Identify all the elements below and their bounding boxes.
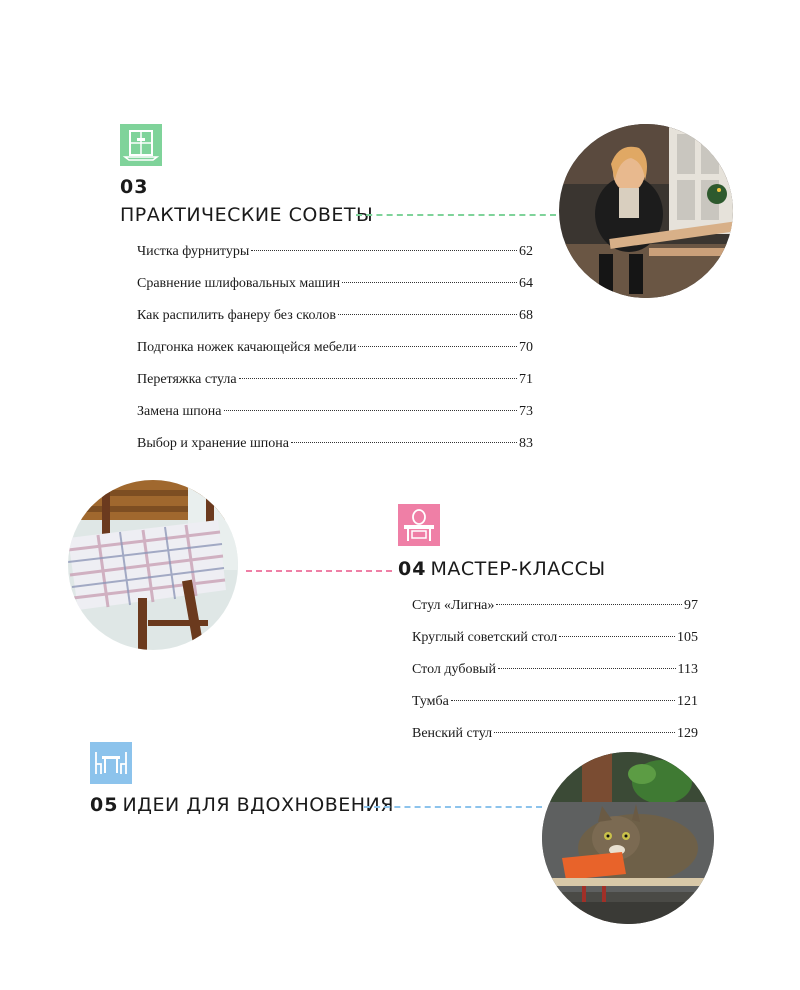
toc-entry-page: 97 <box>684 598 698 613</box>
section-number: 04 <box>398 558 427 580</box>
leader-dots <box>494 732 675 733</box>
toc-entry-page: 64 <box>519 276 533 291</box>
leader-dots <box>251 250 517 251</box>
toc-entry-page: 113 <box>677 662 698 677</box>
toc-entry[interactable] <box>137 332 533 364</box>
toc-entry-page: 105 <box>677 630 698 645</box>
photo-upholstered-chair <box>68 480 238 650</box>
leader-dots <box>358 346 517 347</box>
section-heading <box>90 794 394 816</box>
toc-entry[interactable] <box>412 654 698 686</box>
toc-entry-page: 83 <box>519 436 533 451</box>
section-divider <box>356 214 556 216</box>
section-number: 05 <box>90 794 119 816</box>
table-chairs-icon <box>90 742 132 784</box>
toc-entry-title: Замена шпона <box>137 404 222 419</box>
toc-entry-page: 68 <box>519 308 533 323</box>
toc-list <box>412 590 698 750</box>
toc-entry-title: Стул «Лигна» <box>412 598 495 613</box>
toc-entry[interactable] <box>137 396 533 428</box>
toc-entry[interactable] <box>137 300 533 332</box>
toc-entry[interactable] <box>137 364 533 396</box>
section-divider <box>246 570 392 572</box>
section-divider <box>364 806 542 808</box>
toc-entry[interactable] <box>137 428 533 460</box>
toc-entry[interactable] <box>412 718 698 750</box>
leader-dots <box>338 314 517 315</box>
leader-dots <box>239 378 517 379</box>
toc-entry-title: Выбор и хранение шпона <box>137 436 289 451</box>
photo-woman-sawing <box>559 124 733 298</box>
toc-entry-title: Стол дубовый <box>412 662 496 677</box>
toc-list <box>137 236 533 460</box>
toc-entry-title: Сравнение шлифовальных машин <box>137 276 341 291</box>
leader-dots <box>559 636 675 637</box>
toc-entry-title: Тумба <box>412 694 449 709</box>
toc-entry-title: Перетяжка стула <box>137 372 237 387</box>
cabinet-icon <box>120 124 162 166</box>
toc-entry[interactable] <box>412 622 698 654</box>
toc-entry[interactable] <box>412 686 698 718</box>
leader-dots <box>498 668 676 669</box>
toc-entry-title: Подгонка ножек качающейся мебели <box>137 340 357 355</box>
section-title: ИДЕИ ДЛЯ ВДОХНОВЕНИЯ <box>122 794 394 816</box>
toc-entry-title: Венский стул <box>412 726 493 741</box>
toc-entry-page: 73 <box>519 404 533 419</box>
toc-entry-title: Как распилить фанеру без сколов <box>137 308 336 323</box>
toc-entry-title: Круглый советский стол <box>412 630 558 645</box>
section-title: МАСТЕР-КЛАССЫ <box>430 558 606 580</box>
section-number: 03 <box>120 176 149 198</box>
toc-entry[interactable] <box>137 268 533 300</box>
photo-cat-on-bench <box>542 752 714 924</box>
toc-entry-page: 129 <box>677 726 698 741</box>
toc-entry-page: 121 <box>677 694 698 709</box>
section-title: ПРАКТИЧЕСКИЕ СОВЕТЫ <box>120 204 374 226</box>
toc-entry-page: 70 <box>519 340 533 355</box>
leader-dots <box>496 604 682 605</box>
vanity-table-icon <box>398 504 440 546</box>
toc-entry[interactable] <box>137 236 533 268</box>
leader-dots <box>342 282 517 283</box>
leader-dots <box>451 700 675 701</box>
section-heading <box>398 558 606 580</box>
toc-entry-page: 71 <box>519 372 533 387</box>
toc-entry[interactable] <box>412 590 698 622</box>
leader-dots <box>224 410 518 411</box>
toc-entry-page: 62 <box>519 244 533 259</box>
leader-dots <box>291 442 517 443</box>
toc-entry-title: Чистка фурнитуры <box>137 244 250 259</box>
